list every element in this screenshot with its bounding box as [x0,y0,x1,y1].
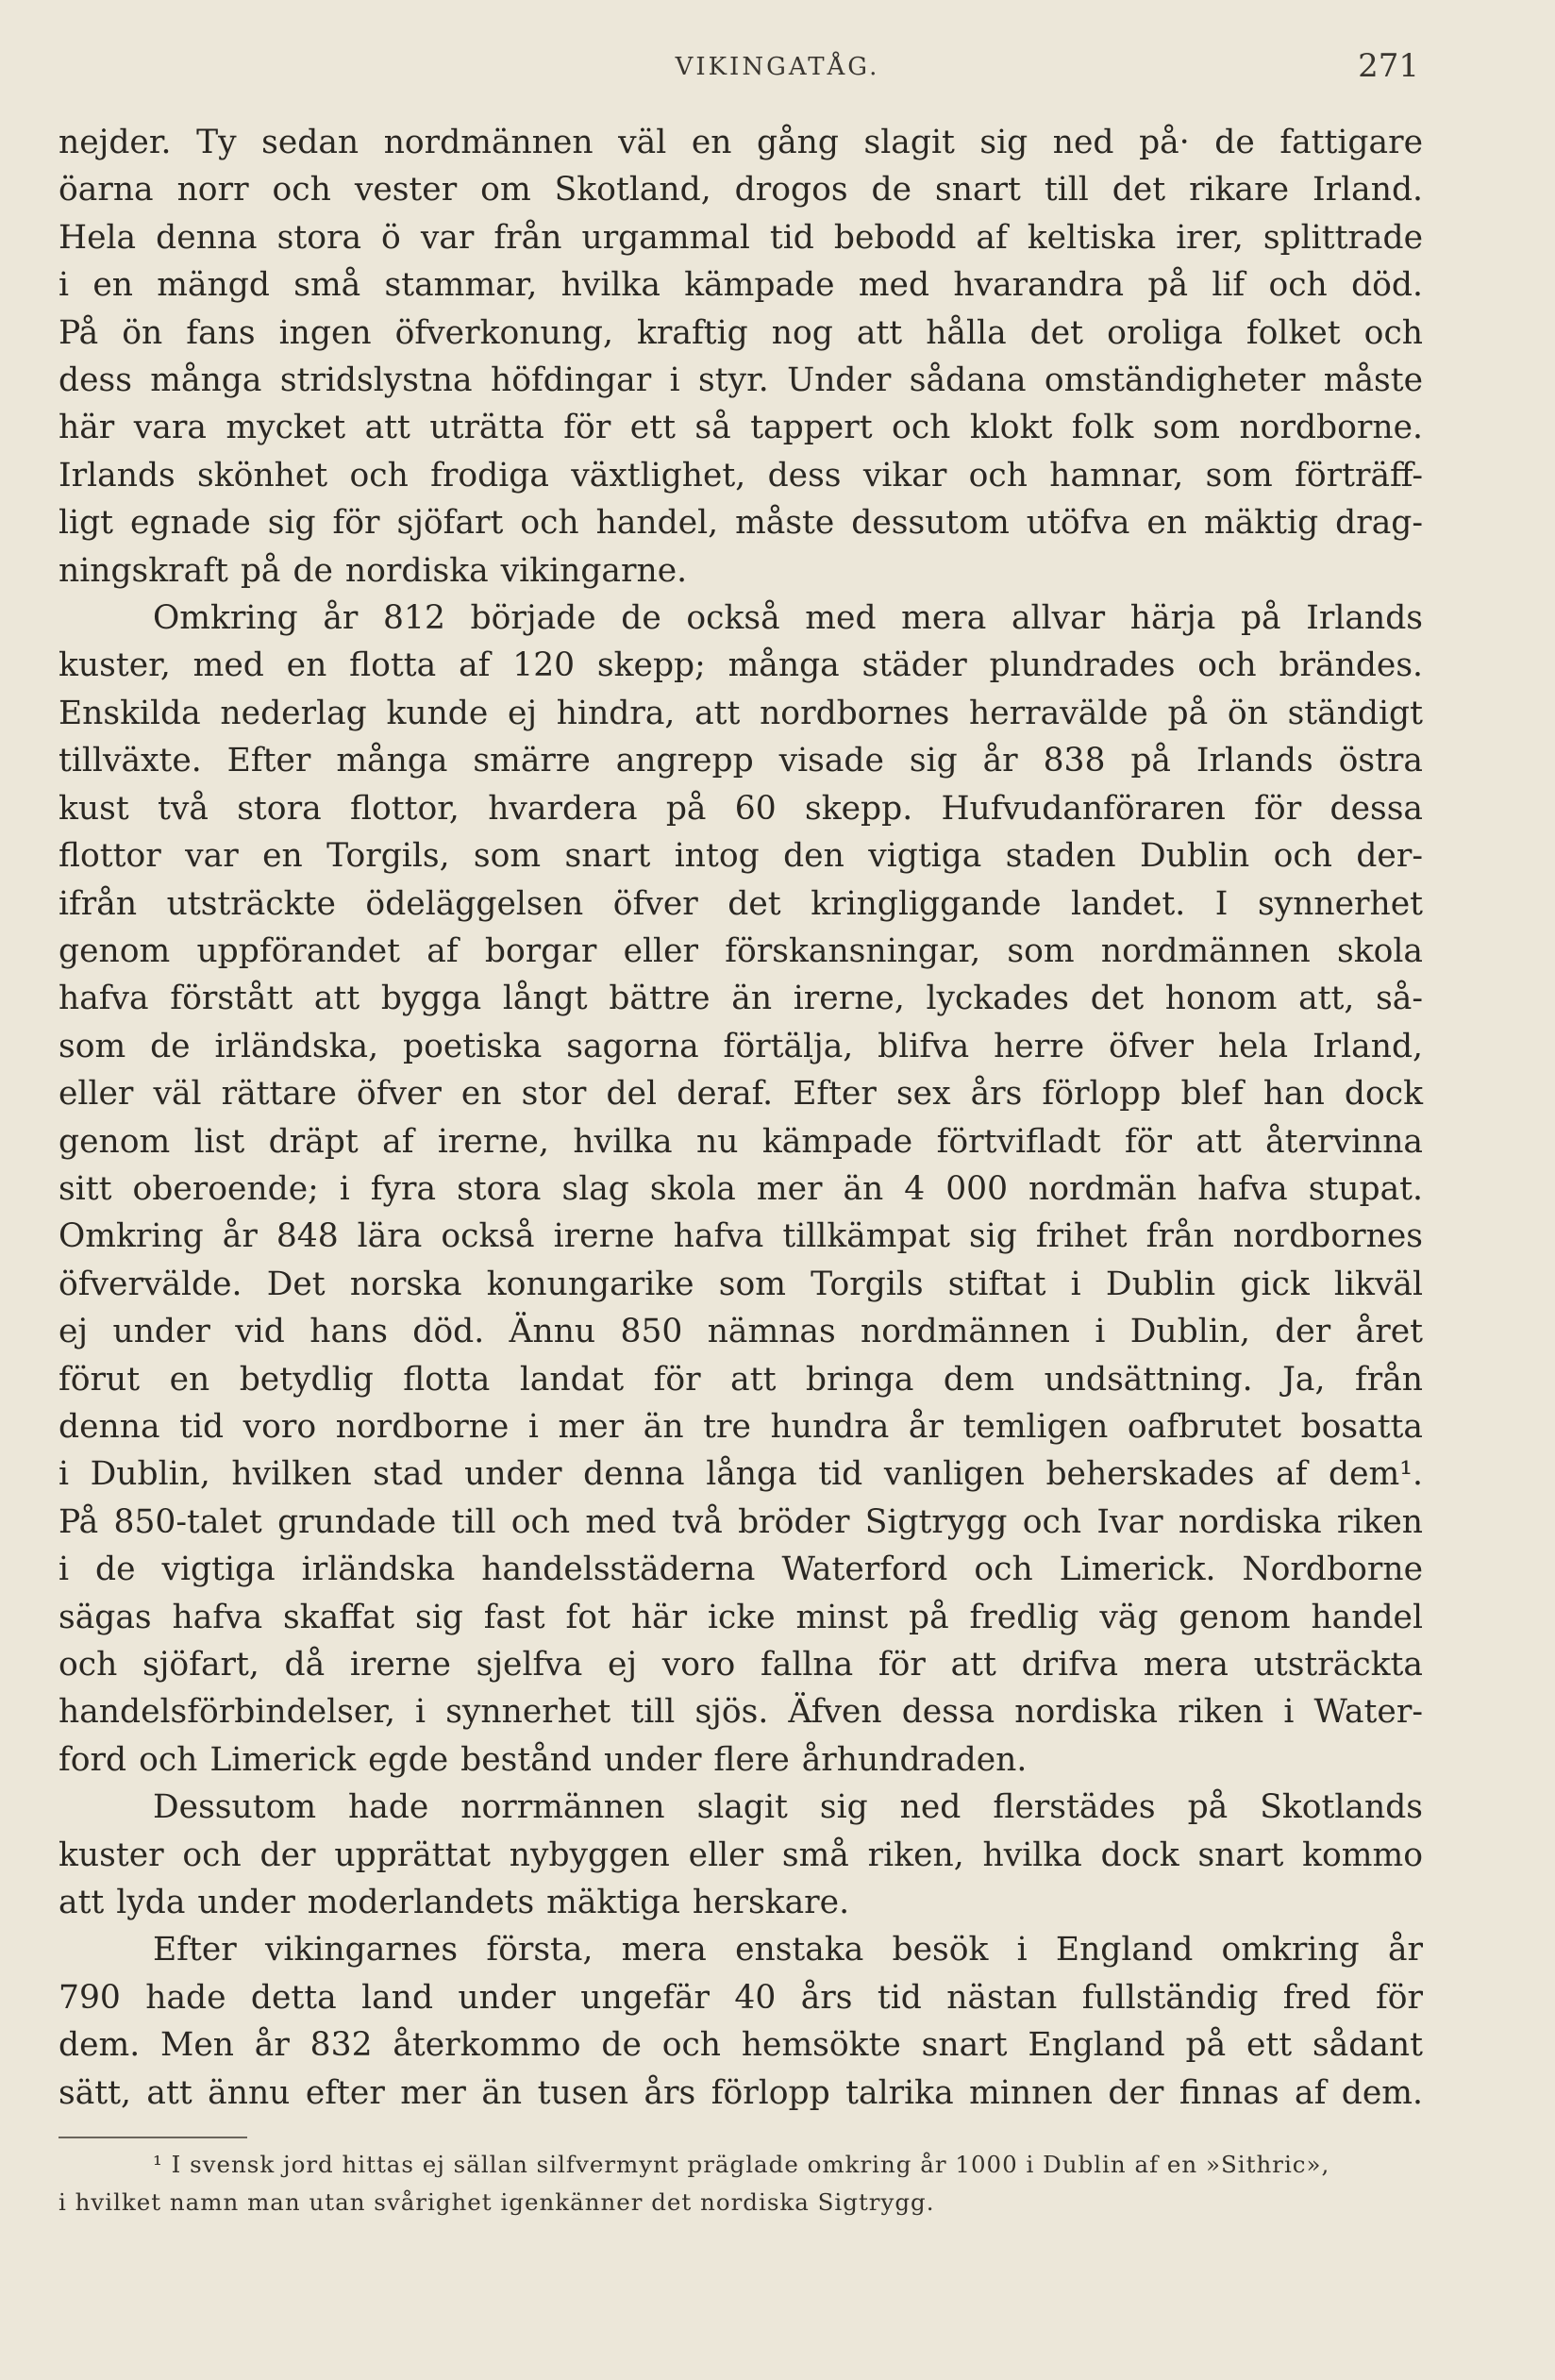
text-line: hafva förstått att bygga långt bättre än irerne, lyckades det honom att, så- [59,980,1423,1018]
text-line: ej under vid hans död. Ännu 850 nämnas nordmännen i Dublin, der året [59,1313,1423,1351]
text-line: nejder. Ty sedan nordmännen väl en gång slagit sig ned på· de fattigare [59,124,1423,161]
running-title: VIKINGATÅG. [675,53,880,81]
text-line: sägas hafva skaffat sig fast fot här icke minst på fredlig väg genom handel [59,1598,1423,1636]
text-line: kuster, med en flotta af 120 skepp; många städer plundrades och brändes. [59,646,1423,685]
body-text [59,119,1423,2117]
footnote-line: i hvilket namn man utan svårighet igenkänner det nordiska Sigtrygg. [59,2188,935,2216]
text-line: som de irländska, poetiska sagorna förtälja, blifva herre öfver hela Irland, [59,1027,1423,1065]
text-line: Hela denna stora ö var från urgammal tid bebodd af keltiska irer, splittrade [59,218,1423,257]
text-line: ningskraft på de nordiska vikingarne. [59,551,688,590]
text-line: På 850-talet grundade till och med två bröder Sigtrygg och Ivar nordiska riken [59,1502,1423,1541]
text-line: flottor var en Torgils, som snart intog den vigtiga staden Dublin och der- [59,837,1423,876]
page-number: 271 [1358,47,1419,85]
text-line: Irlands skönhet och frodiga växtlighet, dess vikar och hamnar, som förträff- [59,456,1423,494]
text-line: ifrån utsträckte ödeläggelsen öfver det kringliggande landet. I synnerhet [59,884,1423,923]
footnote-divider [59,2137,247,2138]
text-line: eller väl rättare öfver en stor del deraf. Efter sex års förlopp blef han dock [59,1075,1423,1114]
text-line: Omkring år 812 började de också med mera allvar härja på Irlands [153,599,1423,638]
text-line: ford och Limerick egde bestånd under flere århundraden. [59,1740,1028,1779]
text-line: dem. Men år 832 återkommo de och hemsökte snart England på ett sådant [59,2026,1423,2065]
text-line: Efter vikingarnes första, mera enstaka besök i England omkring år [153,1931,1423,1969]
text-line: Enskilda nederlag kunde ej hindra, att nordbornes herravälde på ön ständigt [59,694,1423,732]
text-line: genom uppförandet af borgar eller förskansningar, som nordmännen skola [59,931,1423,970]
text-line: denna tid voro nordborne i mer än tre hundra år temligen oafbrutet bosatta [59,1407,1423,1446]
text-line: På ön fans ingen öfverkonung, kraftig nog att hålla det oroliga folket och [59,313,1423,352]
text-line: tillväxte. Efter många smärre angrepp visade sig år 838 på Irlands östra [59,742,1423,780]
text-line: sitt oberoende; i fyra stora slag skola mer än 4 000 nordmän hafva stupat. [59,1169,1423,1208]
text-line: dess många stridslystna höfdingar i styr. Under sådana omständigheter måste [59,361,1423,400]
footnotes [59,2146,1423,2221]
text-line: i de vigtiga irländska handelsstäderna Waterford och Limerick. Nordborne [59,1550,1423,1589]
text-line: och sjöfart, då irerne sjelfva ej voro fallna för att drifva mera utsträckta [59,1646,1423,1684]
text-line: Omkring år 848 lära också irerne hafva tillkämpat sig frihet från nordbornes [59,1217,1423,1256]
text-line: handelsförbindelser, i synnerhet till sjös. Äfven dessa nordiska riken i Water- [59,1693,1423,1732]
text-line: Dessutom hade norrmännen slagit sig ned flerstädes på Skotlands [153,1788,1423,1827]
text-line: sätt, att ännu efter mer än tusen års förlopp talrika minnen der finnas af dem. [59,2073,1423,2112]
footnote-line: ¹ I svensk jord hittas ej sällan silfvermynt präglade omkring år 1000 i Dublin af en »Sithric», [153,2151,1330,2178]
text-line: 790 hade detta land under ungefär 40 års tid nästan fullständig fred för [59,1978,1423,2017]
text-line: i Dublin, hvilken stad under denna långa tid vanligen beherskades af dem¹. [59,1455,1423,1494]
text-line: i en mängd små stammar, hvilka kämpade med hvarandra på lif och död. [59,266,1423,305]
text-line: här vara mycket att uträtta för ett så tappert och klokt folk som nordborne. [59,409,1423,447]
text-line: öarna norr och vester om Skotland, drogos de snart till det rikare Irland. [59,171,1423,210]
text-line: öfvervälde. Det norska konungarike som Torgils stiftat i Dublin gick likväl [59,1265,1423,1303]
text-line: genom list dräpt af irerne, hvilka nu kämpade förtvifladt för att återvinna [59,1122,1423,1161]
text-line: att lyda under moderlandets mäktiga herskare. [59,1884,850,1922]
text-line: kuster och der upprättat nybyggen eller små riken, hvilka dock snart kommo [59,1835,1423,1874]
text-line: kust två stora flottor, hvardera på 60 skepp. Hufvudanföraren för dessa [59,789,1423,828]
text-line: ligt egnade sig för sjöfart och handel, måste dessutom utöfva en mäktig drag- [59,504,1423,543]
text-line: förut en betydlig flotta landat för att bringa dem undsättning. Ja, från [59,1360,1423,1399]
